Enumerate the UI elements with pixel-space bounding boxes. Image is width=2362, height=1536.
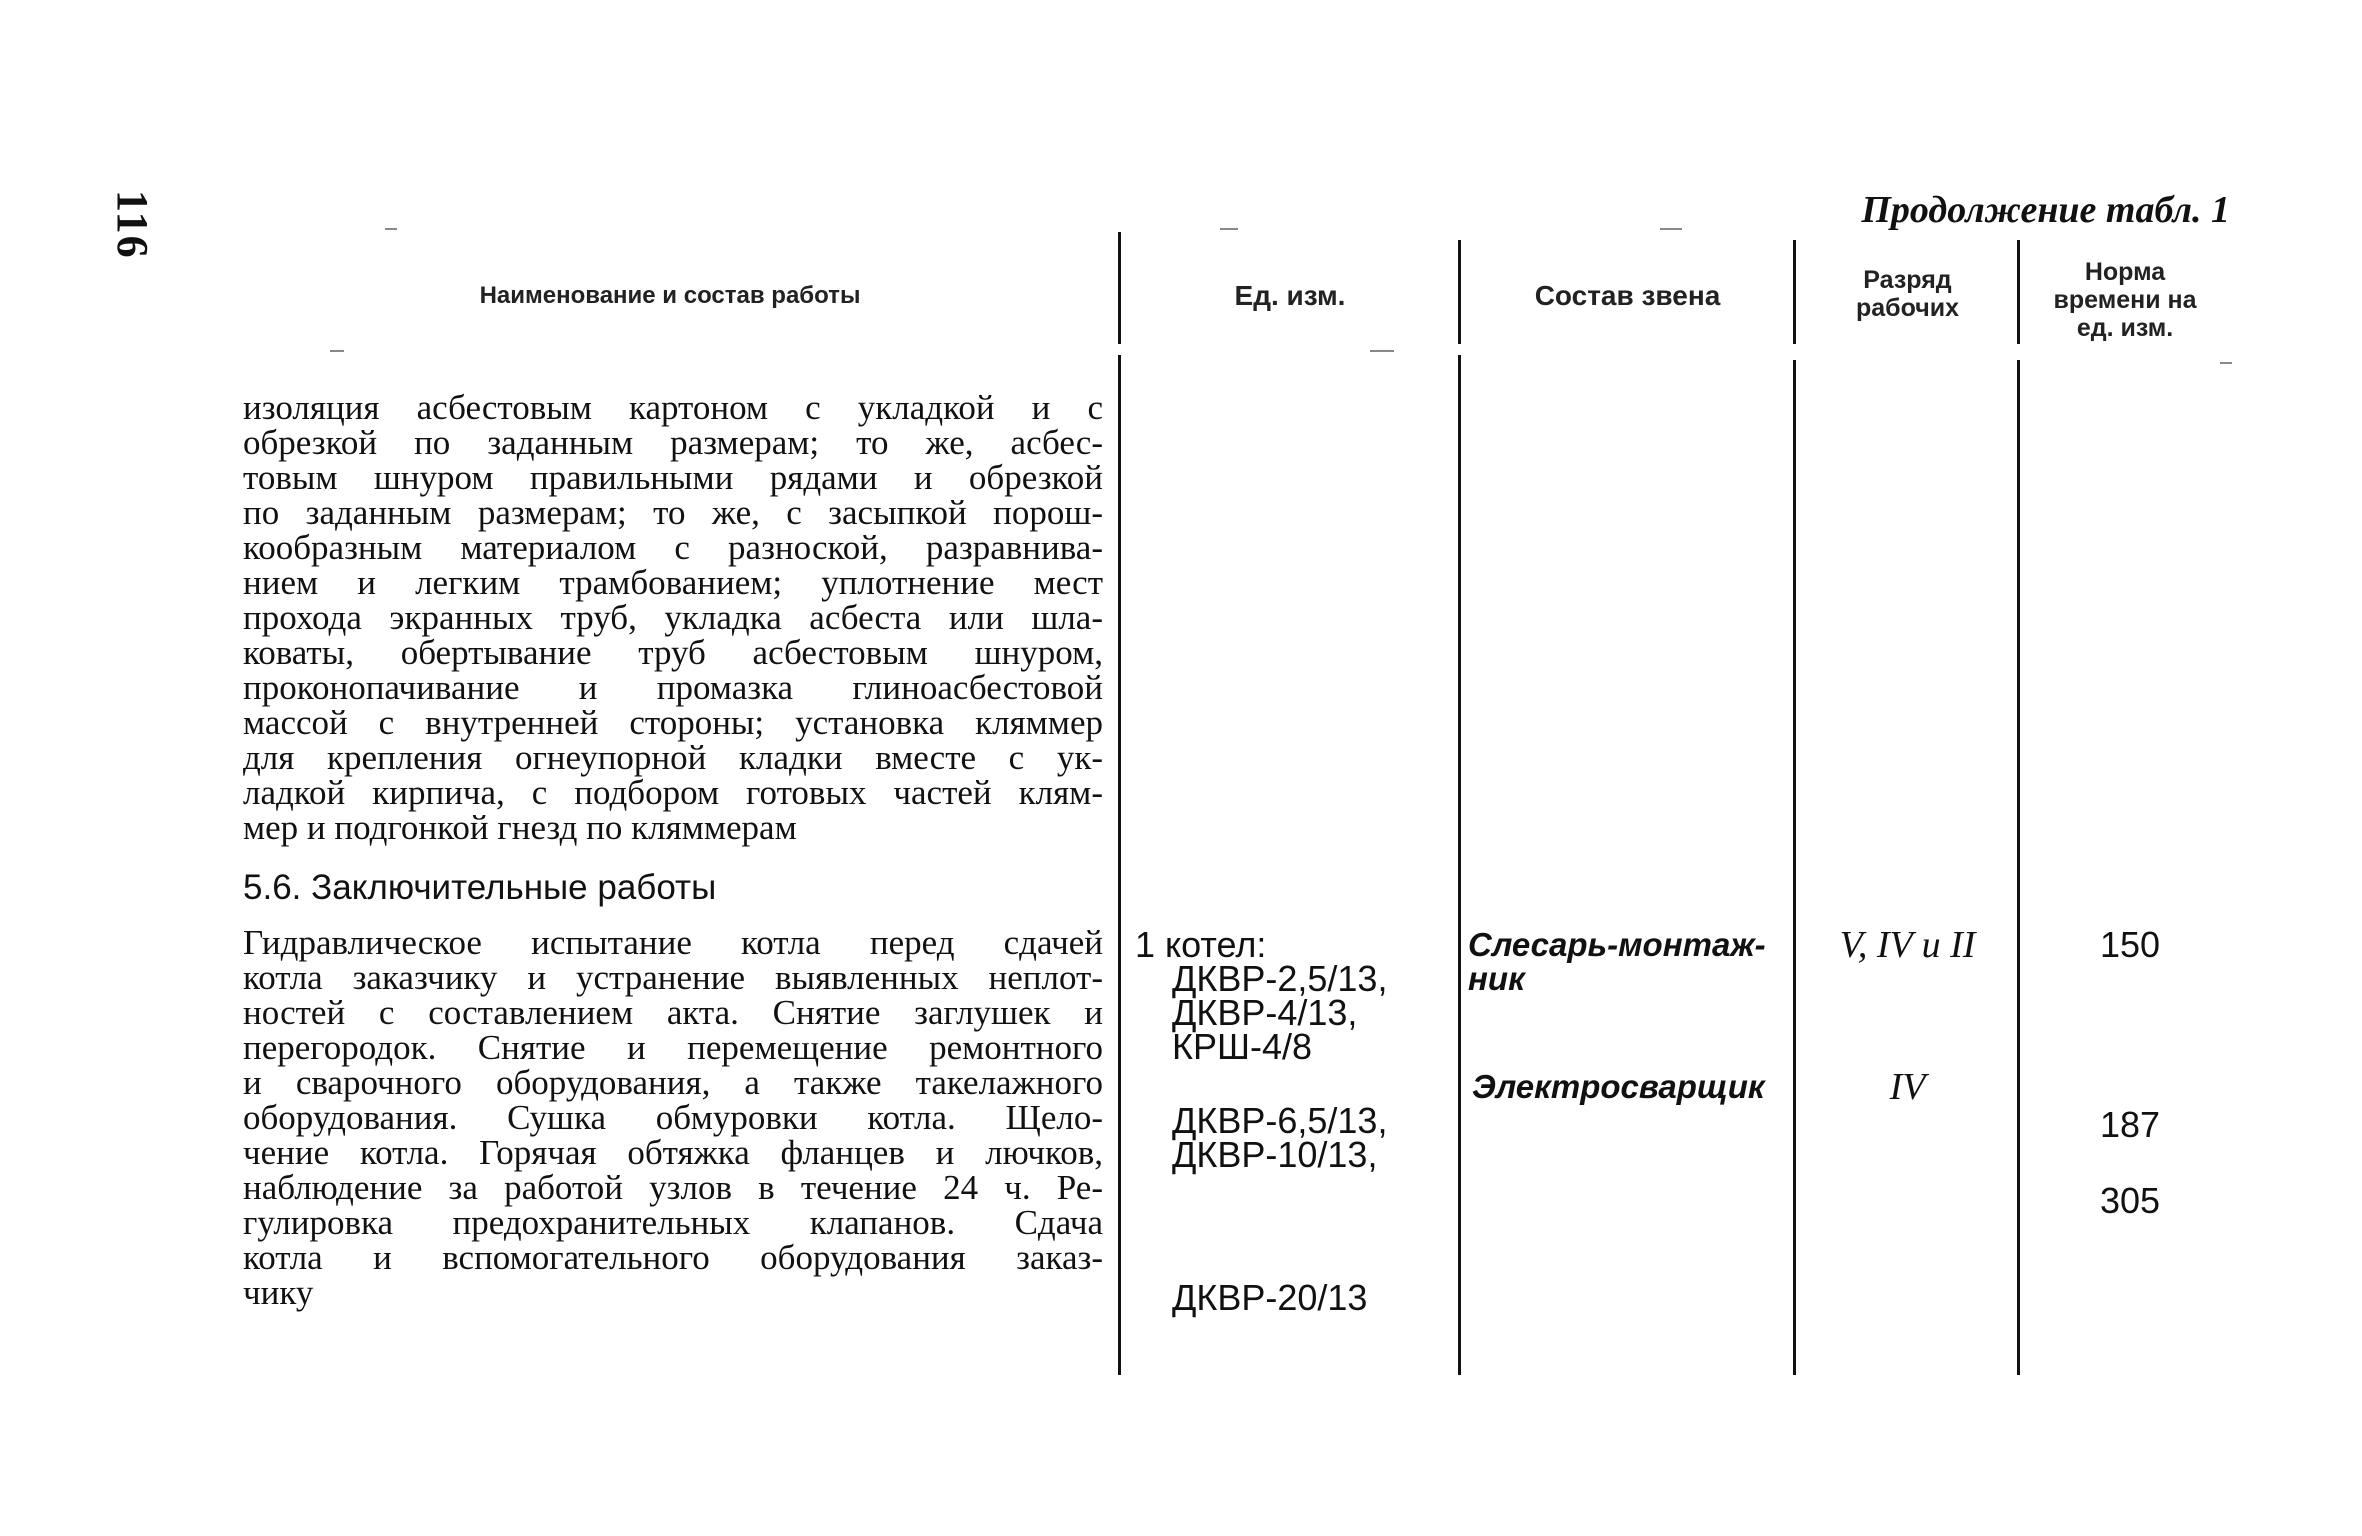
text-line: для крепления огнеупорной кладки вместе с ук- (243, 738, 1103, 777)
header-name: Наименование и состав работы (479, 282, 861, 309)
column-divider (1793, 360, 1796, 1375)
scan-dash (2220, 362, 2232, 364)
text-line: чение котла. Горячая обтяжка фланцев и лючков, (243, 1133, 1103, 1172)
text-line: Гидравлическое испытание котла перед сдачей (243, 923, 1103, 962)
unit-group-3: ДКВР-20/13 (1172, 1277, 1368, 1318)
cell-line: ДКВР-2,5/13, (1172, 958, 1388, 999)
text-line: гулировка предохранительных клапанов. Сдача (243, 1203, 1103, 1242)
column-divider (1118, 232, 1121, 344)
page-number: 116 (108, 190, 157, 260)
text-line: ладкой кирпича, с подбором готовых частей клям- (243, 773, 1103, 812)
text-line: мер и подгонкой гнезд по кляммерам (243, 808, 797, 847)
text-line: массой с внутренней стороны; установка кляммер (243, 703, 1103, 742)
text-line: чику (243, 1273, 314, 1312)
text-line: прохода экранных труб, укладка асбеста или шла- (243, 598, 1103, 637)
column-divider (2017, 240, 2020, 344)
header-unit: Ед. изм. (1234, 280, 1346, 311)
scan-dash (1370, 350, 1394, 352)
cell-line: Слесарь-монтаж- (1468, 926, 1766, 963)
scan-dash (330, 350, 344, 352)
cell-line: ДКВР-6,5/13, (1172, 1100, 1388, 1141)
cell-line: КРШ-4/8 (1172, 1026, 1313, 1067)
cell-line: ДКВР-10/13, (1172, 1134, 1378, 1175)
text-line: котла заказчику и устранение выявленных неплот- (243, 958, 1103, 997)
header-grade: Разряд рабочих (1855, 266, 1960, 322)
header-norm: Норма времени на ед. изм. (2053, 258, 2197, 342)
text-line: оборудования. Сушка обмуровки котла. Щело- (243, 1098, 1103, 1137)
text-line: товым шнуром правильными рядами и обрезкой (243, 458, 1103, 497)
scan-dash (1660, 228, 1682, 230)
column-divider (1793, 240, 1796, 344)
unit-group-1 (1172, 958, 1388, 1067)
norm-value-2: 187 (2099, 1104, 2161, 1145)
final-works-description (243, 925, 1103, 1310)
text-line: и сварочного оборудования, а также такелажного (243, 1063, 1103, 1102)
text-line: по заданным размерам; то же, с засыпкой порош- (243, 493, 1103, 532)
cell-line: ДКВР-4/13, (1172, 992, 1358, 1033)
unit-group-2 (1172, 1100, 1388, 1175)
work-description-continued (243, 390, 1103, 845)
column-divider (1458, 240, 1461, 344)
text-line: нием и легким трамбованием; уплотнение мест (243, 563, 1103, 602)
column-divider (1458, 355, 1461, 1375)
header-crew: Состав звена (1534, 280, 1721, 311)
scan-dash (385, 228, 397, 230)
column-divider (1118, 355, 1121, 1375)
table-caption: Продолжение табл. 1 (1861, 189, 2230, 231)
text-line: ностей с составлением акта. Снятие заглушек и (243, 993, 1103, 1032)
norm-value-3: 305 (2099, 1180, 2161, 1221)
scan-dash (1220, 228, 1238, 230)
text-line: коваты, обертывание труб асбестовым шнуром, (243, 633, 1103, 672)
text-line: изоляция асбестовым картоном с укладкой и с (243, 388, 1103, 427)
norm-value-1: 150 (2099, 924, 2161, 965)
text-line: проконопачивание и промазка глиноасбестовой (243, 668, 1103, 707)
section-title: 5.6. Заключительные работы (243, 868, 717, 907)
grade-welder: IV (1889, 1066, 1926, 1108)
text-line: котла и вспомогательного оборудования заказ- (243, 1238, 1103, 1277)
crew-welder: Электросварщик (1472, 1068, 1765, 1105)
cell-line: ник (1468, 960, 1525, 997)
crew-fitter (1468, 928, 1766, 996)
text-line: обрезкой по заданным размерам; то же, асбес- (243, 423, 1103, 462)
text-line: наблюдение за работой узлов в течение 24 ч. Ре- (243, 1168, 1103, 1207)
grade-fitter: V, IV и II (1839, 924, 1976, 966)
unit-lead: 1 котел: (1135, 924, 1267, 965)
column-divider (2017, 360, 2020, 1375)
text-line: кообразным материалом с разноской, разравнива- (243, 528, 1103, 567)
text-line: перегородок. Снятие и перемещение ремонтного (243, 1028, 1103, 1067)
